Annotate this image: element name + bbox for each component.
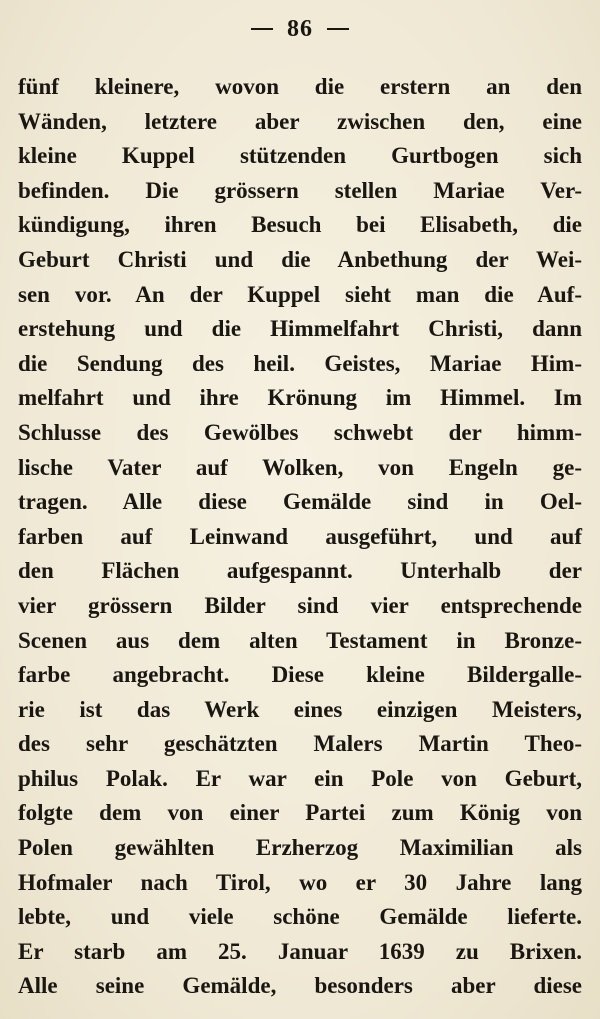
text-line: Polen gewählten Erzherzog Maximilian als — [18, 835, 582, 861]
text-line: sen vor. An der Kuppel sieht man die Auf- — [18, 281, 582, 307]
page-header — [0, 12, 600, 46]
text-line: Hofmaler nach Tirol, wo er 30 Jahre lang — [18, 869, 582, 895]
text-line: kleine Kuppel stützenden Gurtbogen sich — [18, 143, 582, 169]
text-line: Schlusse des Gewölbes schwebt der himm- — [18, 419, 582, 445]
text-line: melfahrt und ihre Krönung im Himmel. Im — [18, 385, 582, 411]
text-line: tragen. Alle diese Gemälde sind in Oel- — [18, 489, 582, 515]
text-line: lische Vater auf Wolken, von Engeln ge- — [18, 454, 582, 480]
text-line: farbe angebracht. Diese kleine Bildergalle- — [18, 662, 582, 688]
text-line: Scenen aus dem alten Testament in Bronze- — [18, 627, 582, 653]
body-text — [18, 72, 582, 1006]
text-line: den Flächen aufgespannt. Unterhalb der — [18, 558, 582, 584]
text-line: erstehung und die Himmelfahrt Christi, dann — [18, 316, 582, 342]
text-line: folgte dem von einer Partei zum König von — [18, 800, 582, 826]
text-line: befinden. Die grössern stellen Mariae Ver- — [18, 177, 582, 203]
text-line: kündigung, ihren Besuch bei Elisabeth, die — [18, 212, 582, 238]
text-line: Alle seine Gemälde, besonders aber diese — [18, 973, 582, 999]
text-line: die Sendung des heil. Geistes, Mariae Him- — [18, 350, 582, 376]
text-line: Wänden, letztere aber zwischen den, eine — [18, 108, 582, 134]
text-line: Er starb am 25. Januar 1639 zu Brixen. — [18, 938, 582, 964]
text-line: philus Polak. Er war ein Pole von Geburt, — [18, 765, 582, 791]
text-line: farben auf Leinwand ausgeführt, und auf — [18, 523, 582, 549]
text-line: fünf kleinere, wovon die erstern an den — [18, 74, 582, 99]
right-dash — [327, 28, 349, 30]
page-number: 86 — [287, 15, 313, 42]
text-line: des sehr geschätzten Malers Martin Theo- — [18, 731, 582, 757]
text-line: rie ist das Werk eines einzigen Meisters, — [18, 696, 582, 722]
text-line: Geburt Christi und die Anbethung der Wei- — [18, 246, 582, 272]
left-dash — [251, 28, 273, 30]
text-line: lebte, und viele schöne Gemälde lieferte. — [18, 904, 582, 930]
text-line: vier grössern Bilder sind vier entsprechende — [18, 592, 582, 618]
